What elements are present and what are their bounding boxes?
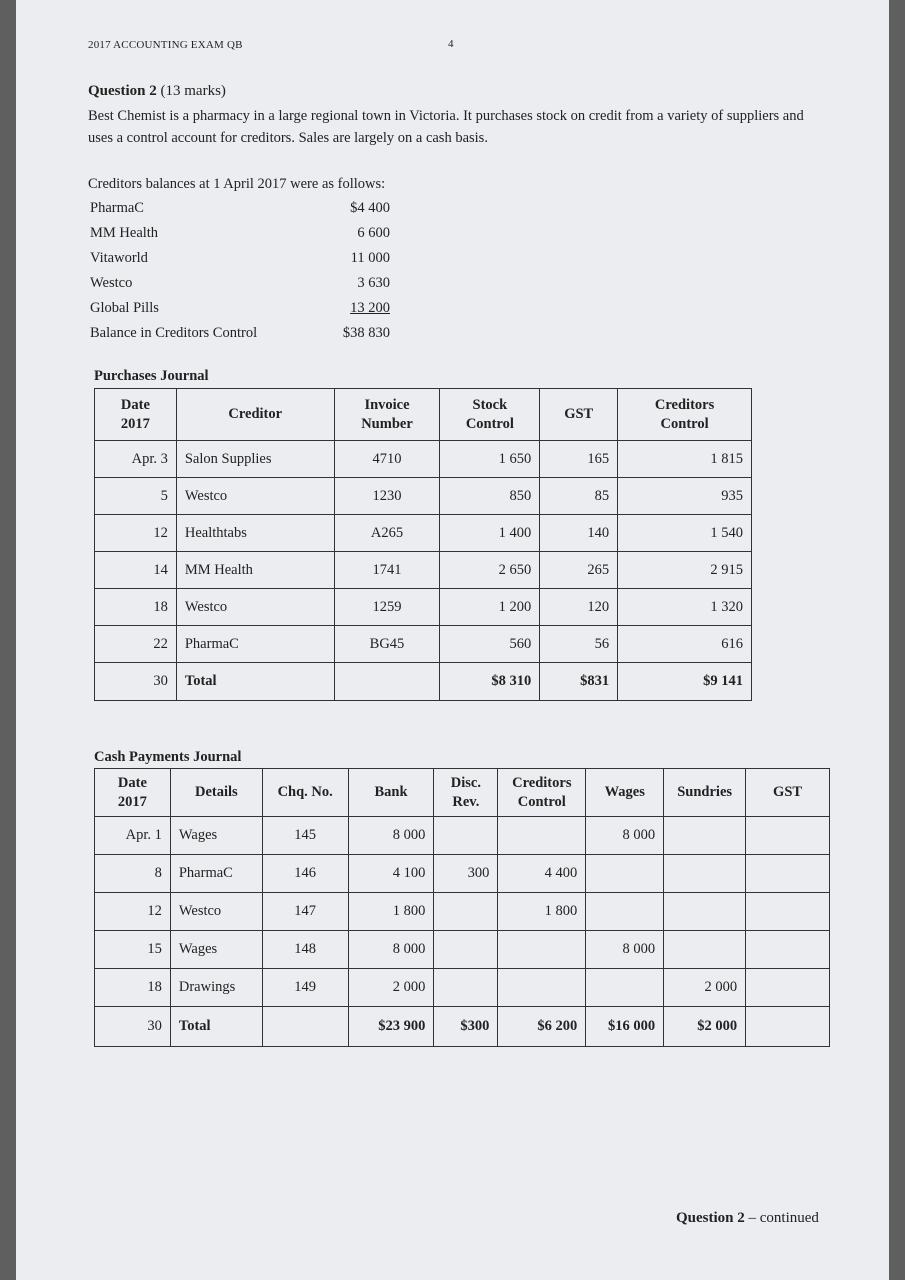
cell-gst (746, 855, 830, 893)
cell-date: 8 (95, 855, 171, 893)
table-row (95, 515, 752, 552)
col-header-creditors-control: Creditors Control (498, 769, 586, 817)
cell-gst: 120 (540, 589, 618, 626)
cell-creditors: 1 320 (618, 589, 752, 626)
col-header-creditors-control: Creditors Control (618, 389, 752, 441)
cell-invoice: A265 (334, 515, 440, 552)
cell-stock: 850 (440, 478, 540, 515)
cell-total-label: Total (170, 1007, 262, 1047)
table-total-row (95, 1007, 830, 1047)
cell-disc (434, 969, 498, 1007)
balances-title: Creditors balances at 1 April 2017 were as follows: (88, 176, 386, 192)
cell-creditor: MM Health (176, 552, 334, 589)
cell-stock: 2 650 (440, 552, 540, 589)
col-header-gst: GST (746, 769, 830, 817)
cell-details: Wages (170, 931, 262, 969)
cell-disc (434, 893, 498, 931)
balance-amount: $38 830 (342, 325, 390, 341)
cell-bank: 8 000 (348, 931, 434, 969)
balance-total-row (90, 325, 390, 349)
cell-date: Apr. 3 (95, 441, 177, 478)
page-number: 4 (448, 38, 454, 50)
question-marks: (13 marks) (160, 83, 226, 99)
cell-creditor: Westco (176, 478, 334, 515)
cell-sundries (664, 893, 746, 931)
cell-creditor: Westco (176, 589, 334, 626)
table-row (95, 931, 830, 969)
cell-wages (586, 969, 664, 1007)
cell-date: 30 (95, 663, 177, 701)
cell-sundries-total: $2 000 (664, 1007, 746, 1047)
table-total-row (95, 663, 752, 701)
cell-disc: 300 (434, 855, 498, 893)
cell-gst (746, 969, 830, 1007)
cell-date: 18 (95, 969, 171, 1007)
balance-amount: 3 630 (357, 275, 390, 291)
cell-creditor: Healthtabs (176, 515, 334, 552)
cell-total-label: Total (176, 663, 334, 701)
table-row (95, 969, 830, 1007)
cash-payments-journal-title: Cash Payments Journal (94, 749, 242, 765)
cell-date: 30 (95, 1007, 171, 1047)
cell-date: Apr. 1 (95, 817, 171, 855)
cell-creditors: 1 815 (618, 441, 752, 478)
cell-gst: 140 (540, 515, 618, 552)
cell-stock-total: $8 310 (440, 663, 540, 701)
cell-creditors (498, 969, 586, 1007)
col-header-details: Details (170, 769, 262, 817)
purchases-journal-title: Purchases Journal (94, 368, 209, 384)
cell-gst: 165 (540, 441, 618, 478)
col-header-chq-no: Chq. No. (262, 769, 348, 817)
cell-sundries (664, 931, 746, 969)
balance-amount: $4 400 (350, 200, 390, 216)
balance-name: Westco (90, 275, 133, 291)
cell-wages (586, 893, 664, 931)
col-header-bank: Bank (348, 769, 434, 817)
question-title (88, 83, 226, 100)
cell-date: 22 (95, 626, 177, 663)
cell-wages (586, 855, 664, 893)
cell-date: 12 (95, 893, 171, 931)
cell-creditors-total: $9 141 (618, 663, 752, 701)
balance-name: Global Pills (90, 300, 159, 316)
col-header-disc-rev: Disc. Rev. (434, 769, 498, 817)
cell-details: PharmaC (170, 855, 262, 893)
table-header-row (95, 769, 830, 817)
cell-creditors: 1 540 (618, 515, 752, 552)
cell-bank: 4 100 (348, 855, 434, 893)
cell-date: 15 (95, 931, 171, 969)
balance-amount: 6 600 (357, 225, 390, 241)
col-header-gst: GST (540, 389, 618, 441)
balance-name: Vitaworld (90, 250, 148, 266)
cell-chq: 148 (262, 931, 348, 969)
balance-name: Balance in Creditors Control (90, 325, 258, 341)
cell-details: Drawings (170, 969, 262, 1007)
cell-creditors-total: $6 200 (498, 1007, 586, 1047)
cell-sundries (664, 855, 746, 893)
cell-stock: 560 (440, 626, 540, 663)
col-header-sundries: Sundries (664, 769, 746, 817)
balance-row (90, 225, 390, 249)
cell-bank-total: $23 900 (348, 1007, 434, 1047)
continued-footer (676, 1210, 819, 1227)
cell-invoice: 4710 (334, 441, 440, 478)
cell-chq: 149 (262, 969, 348, 1007)
footer-question: Question 2 (676, 1210, 745, 1226)
cell-chq (262, 1007, 348, 1047)
col-header-wages: Wages (586, 769, 664, 817)
cell-stock: 1 400 (440, 515, 540, 552)
cell-invoice (334, 663, 440, 701)
cell-bank: 8 000 (348, 817, 434, 855)
table-row (95, 478, 752, 515)
cell-creditors: 4 400 (498, 855, 586, 893)
cell-wages: 8 000 (586, 817, 664, 855)
cell-creditors: 616 (618, 626, 752, 663)
cell-gst-total (746, 1007, 830, 1047)
cell-creditors: 2 915 (618, 552, 752, 589)
exam-page (16, 0, 889, 1280)
footer-continued: – continued (748, 1210, 819, 1226)
col-header-date: Date 2017 (95, 769, 171, 817)
balance-amount: 13 200 (350, 300, 390, 316)
cell-chq: 145 (262, 817, 348, 855)
cell-date: 5 (95, 478, 177, 515)
table-row (95, 552, 752, 589)
cell-gst: 85 (540, 478, 618, 515)
balance-name: PharmaC (90, 200, 144, 216)
col-header-stock-control: Stock Control (440, 389, 540, 441)
question-number: Question 2 (88, 83, 157, 99)
cell-invoice: 1259 (334, 589, 440, 626)
cell-chq: 146 (262, 855, 348, 893)
cell-sundries (664, 817, 746, 855)
cell-invoice: BG45 (334, 626, 440, 663)
cell-chq: 147 (262, 893, 348, 931)
balance-row (90, 250, 390, 274)
balance-row (90, 300, 390, 324)
cell-disc-total: $300 (434, 1007, 498, 1047)
cell-date: 14 (95, 552, 177, 589)
cell-gst (746, 817, 830, 855)
table-row (95, 817, 830, 855)
cell-gst-total: $831 (540, 663, 618, 701)
cell-bank: 1 800 (348, 893, 434, 931)
cell-creditors: 935 (618, 478, 752, 515)
table-row (95, 441, 752, 478)
cell-sundries: 2 000 (664, 969, 746, 1007)
cell-wages: 8 000 (586, 931, 664, 969)
col-header-date: Date 2017 (95, 389, 177, 441)
cell-date: 12 (95, 515, 177, 552)
table-row (95, 855, 830, 893)
cell-details: Westco (170, 893, 262, 931)
cell-creditor: Salon Supplies (176, 441, 334, 478)
cell-gst: 265 (540, 552, 618, 589)
cell-creditors (498, 931, 586, 969)
exam-header: 2017 ACCOUNTING EXAM QB (88, 39, 243, 51)
balance-name: MM Health (90, 225, 159, 241)
table-row (95, 893, 830, 931)
table-header-row (95, 389, 752, 441)
question-intro: Best Chemist is a pharmacy in a large regional town in Victoria. It purchases stock on credit from a variety of suppliers and uses a control account for creditors. Sales are largely on a cash basis. (88, 108, 804, 146)
cell-details: Wages (170, 817, 262, 855)
table-row (95, 626, 752, 663)
cell-invoice: 1230 (334, 478, 440, 515)
cell-gst: 56 (540, 626, 618, 663)
table-row (95, 589, 752, 626)
col-header-creditor: Creditor (176, 389, 334, 441)
cell-disc (434, 931, 498, 969)
cell-gst (746, 893, 830, 931)
cell-gst (746, 931, 830, 969)
balance-row (90, 275, 390, 299)
cell-invoice: 1741 (334, 552, 440, 589)
cell-creditor: PharmaC (176, 626, 334, 663)
cell-wages-total: $16 000 (586, 1007, 664, 1047)
cell-date: 18 (95, 589, 177, 626)
cell-creditors (498, 817, 586, 855)
cell-stock: 1 200 (440, 589, 540, 626)
cell-creditors: 1 800 (498, 893, 586, 931)
cell-disc (434, 817, 498, 855)
col-header-invoice: Invoice Number (334, 389, 440, 441)
purchases-journal-table (94, 388, 752, 701)
balance-row (90, 200, 390, 224)
cell-bank: 2 000 (348, 969, 434, 1007)
cash-payments-journal-table (94, 768, 830, 1047)
balance-amount: 11 000 (350, 250, 390, 266)
cell-stock: 1 650 (440, 441, 540, 478)
